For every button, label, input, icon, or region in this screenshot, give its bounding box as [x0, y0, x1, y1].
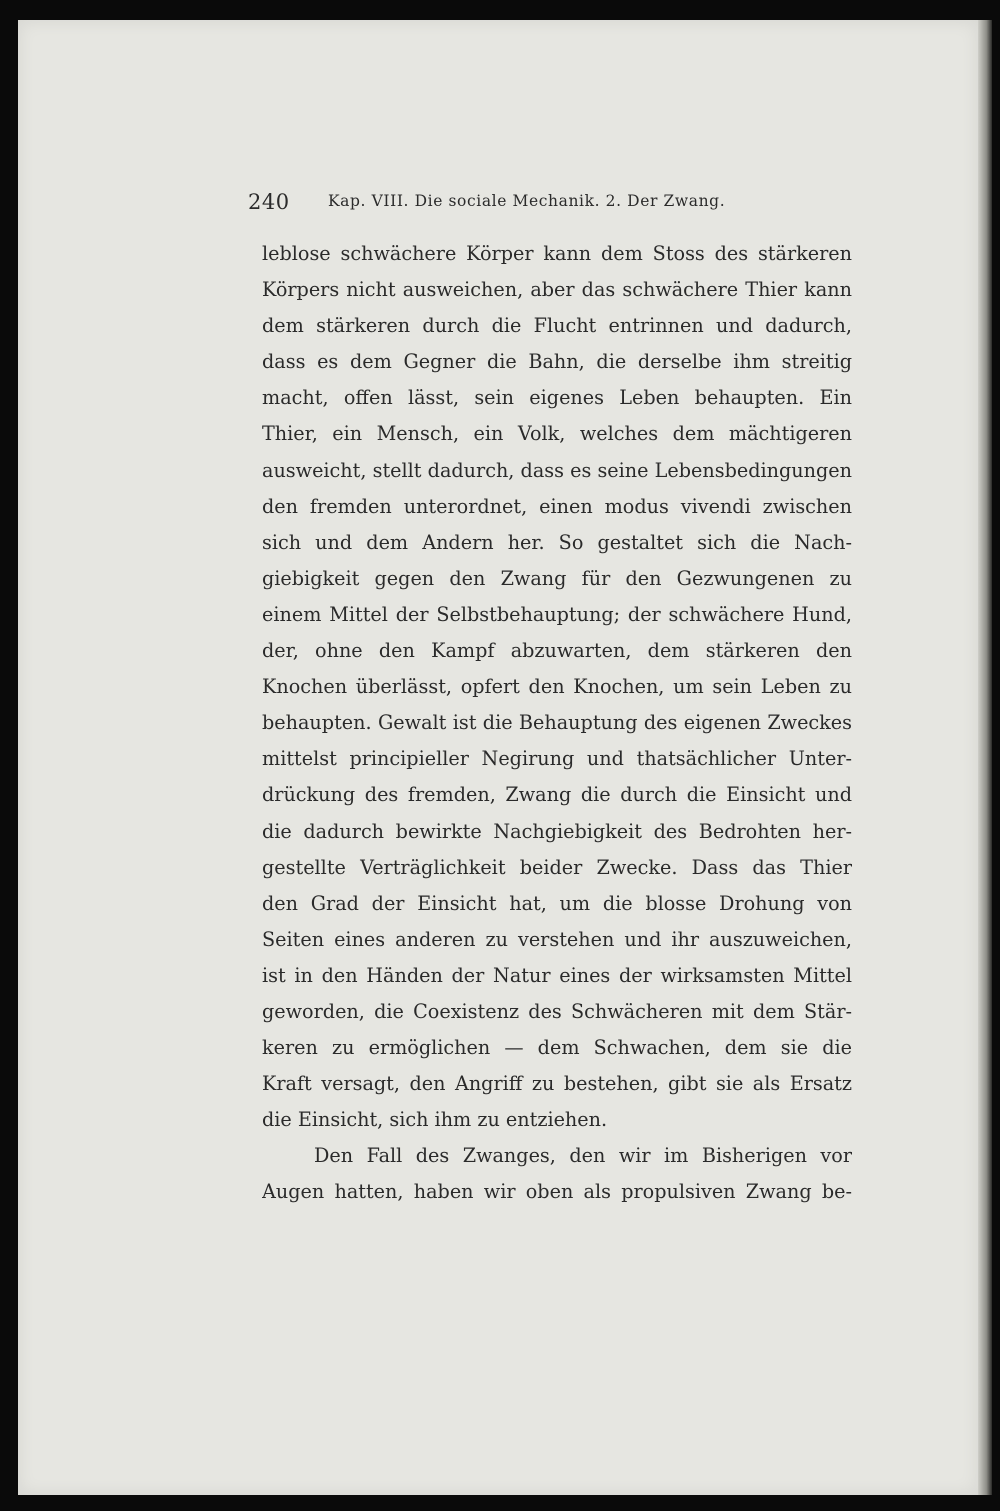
page-number: 240 — [248, 190, 290, 214]
text-line: Knochen überlässt, opfert den Knochen, um sein Leben zu — [262, 675, 852, 699]
text-line: keren zu ermöglichen — dem Schwachen, dem sie die — [262, 1036, 852, 1060]
text-line: behaupten. Gewalt ist die Behauptung des eigenen Zweckes — [262, 711, 852, 735]
text-line: macht, offen lässt, sein eigenes Leben behaupten. Ein — [262, 386, 852, 410]
text-line: den fremden unterordnet, einen modus vivendi zwischen — [262, 494, 852, 518]
running-head: Kap. VIII. Die sociale Mechanik. 2. Der Zwang. — [328, 192, 726, 210]
text-line: einem Mittel der Selbstbehauptung; der schwächere Hund, — [262, 602, 852, 626]
text-line: Seiten eines anderen zu verstehen und ihr auszuweichen, — [262, 927, 852, 951]
text-line: Kraft versagt, den Angriff zu bestehen, gibt sie als Ersatz — [262, 1072, 852, 1096]
page-header — [248, 190, 758, 220]
text-line: Thier, ein Mensch, ein Volk, welches dem mächtigeren — [262, 422, 852, 446]
text-line: dem stärkeren durch die Flucht entrinnen und dadurch, — [262, 314, 852, 338]
text-line: leblose schwächere Körper kann dem Stoss des stärkeren — [262, 242, 852, 265]
text-line: Körpers nicht ausweichen, aber das schwächere Thier kann — [262, 278, 852, 302]
text-line: den Grad der Einsicht hat, um die blosse Drohung von — [262, 891, 852, 915]
text-line: Augen hatten, haben wir oben als propulsiven Zwang be- — [262, 1180, 852, 1204]
text-line: mittelst principieller Negirung und thatsächlicher Unter- — [262, 747, 852, 771]
text-line-paragraph-start: Den Fall des Zwanges, den wir im Bisherigen vor — [314, 1144, 852, 1168]
text-line: geworden, die Coexistenz des Schwächeren mit dem Stär- — [262, 999, 852, 1023]
text-line: drückung des fremden, Zwang die durch die Einsicht und — [262, 783, 852, 807]
text-line: der, ohne den Kampf abzuwarten, dem stärkeren den — [262, 639, 852, 663]
text-line: die dadurch bewirkte Nachgiebigkeit des Bedrohten her- — [262, 819, 852, 843]
text-line-paragraph-end: die Einsicht, sich ihm zu entziehen. — [262, 1108, 608, 1132]
text-line: ist in den Händen der Natur eines der wirksamsten Mittel — [262, 963, 852, 987]
text-line: ausweicht, stellt dadurch, dass es seine Lebensbedingungen — [262, 458, 852, 482]
text-line: dass es dem Gegner die Bahn, die derselbe ihm streitig — [262, 350, 852, 374]
body-text — [262, 236, 852, 1211]
text-line: sich und dem Andern her. So gestaltet sich die Nach- — [262, 530, 852, 554]
text-line: gestellte Verträglichkeit beider Zwecke. Dass das Thier — [262, 855, 852, 879]
text-line: giebigkeit gegen den Zwang für den Gezwungenen zu — [262, 566, 852, 590]
page-edge — [978, 20, 992, 1495]
